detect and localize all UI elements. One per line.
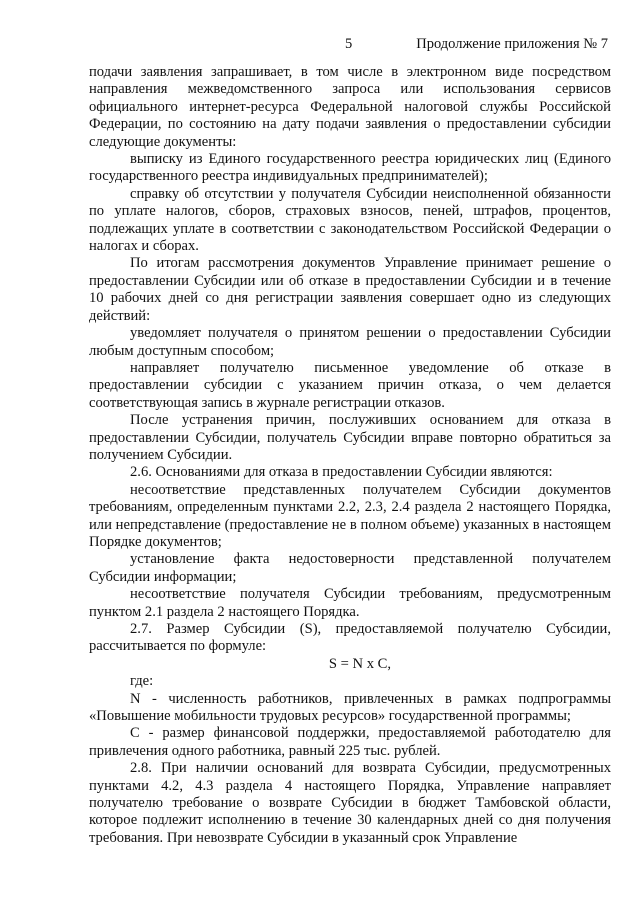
formula: S = N x C, — [328, 655, 392, 672]
paragraph: справку об отсутствии у получателя Субсидии неисполненной обязанности по уплате налогов, сборов, страховых взносов, пеней, штрафов, процентов, подлежащих уплате в соответствии с законодательством Российской Федерации о налогах и сборах. — [89, 185, 611, 255]
page-number: 5 — [345, 36, 353, 52]
paragraph: 2.8. При наличии оснований для возврата Субсидии, предусмотренных пунктами 4.2, 4.3 раздела 4 настоящего Порядка, Управление направляет получателю требование о возврате Субсидии в бюджет Тамбовской области, которое подлежит исполнению в течение 30 календарных дней со дня получения требования. При невозврате Субсидии в указанный срок Управление — [89, 760, 611, 846]
paragraph: По итогам рассмотрения документов Управление принимает решение о предоставлении Субсидии или об отказе в предоставлении Субсидии и в течение 10 рабочих дней со дня регистрации заявления совершает одно из следующих действий: — [89, 255, 611, 324]
paragraph: несоответствие получателя Субсидии требованиям, предусмотренным пунктом 2.1 раздела 2 настоящего Порядка. — [89, 586, 611, 620]
paragraph: 2.6. Основаниями для отказа в предоставлении Субсидии являются: — [130, 464, 553, 481]
paragraph: несоответствие представленных получателем Субсидии документов требованиям, определенным пунктами 2.2, 2.3, 2.4 раздела 2 настоящего Порядка, или непредставление (предоставление не в полном объеме) указанных в настоящем Порядке документов; — [89, 481, 611, 550]
paragraph: где: — [130, 673, 154, 690]
paragraph: направляет получателю письменное уведомление об отказе в предоставлении субсидии с указанием причин отказа, о чем делается соответствующая запись в журнале регистрации отказов. — [89, 359, 611, 411]
paragraph: N - численность работников, привлеченных в рамках подпрограммы «Повышение мобильности трудовых ресурсов» государственной программы; — [89, 690, 611, 725]
paragraph: выписку из Единого государственного реестра юридических лиц (Единого государственного реестра индивидуальных предпринимателей); — [89, 151, 611, 185]
paragraph: С - размер финансовой поддержки, предоставляемой работодателю для привлечения одного работника, равный 225 тыс. рублей. — [89, 725, 611, 759]
paragraph: уведомляет получателя о принятом решении о предоставлении Субсидии любым доступным способом; — [89, 325, 611, 359]
paragraph: 2.7. Размер Субсидии (S), предоставляемой получателю Субсидии, рассчитывается по формуле: — [89, 621, 611, 655]
continuation-header: Продолжение приложения № 7 — [416, 36, 608, 52]
paragraph: установление факта недостоверности представленной получателем Субсидии информации; — [89, 551, 611, 585]
paragraph: подачи заявления запрашивает, в том числе в электронном виде посредством направления межведомственного запроса или использования сервисов официального интернет-ресурса Федеральной налоговой службы Российской Федерации, по состоянию на дату подачи заявления о предоставлении субсидии следующие документы: — [89, 64, 611, 150]
paragraph: После устранения причин, послуживших основанием для отказа в предоставлении Субсидии, получатель Субсидии вправе повторно обратиться за получением Субсидии. — [89, 412, 611, 463]
document-body — [89, 64, 611, 847]
